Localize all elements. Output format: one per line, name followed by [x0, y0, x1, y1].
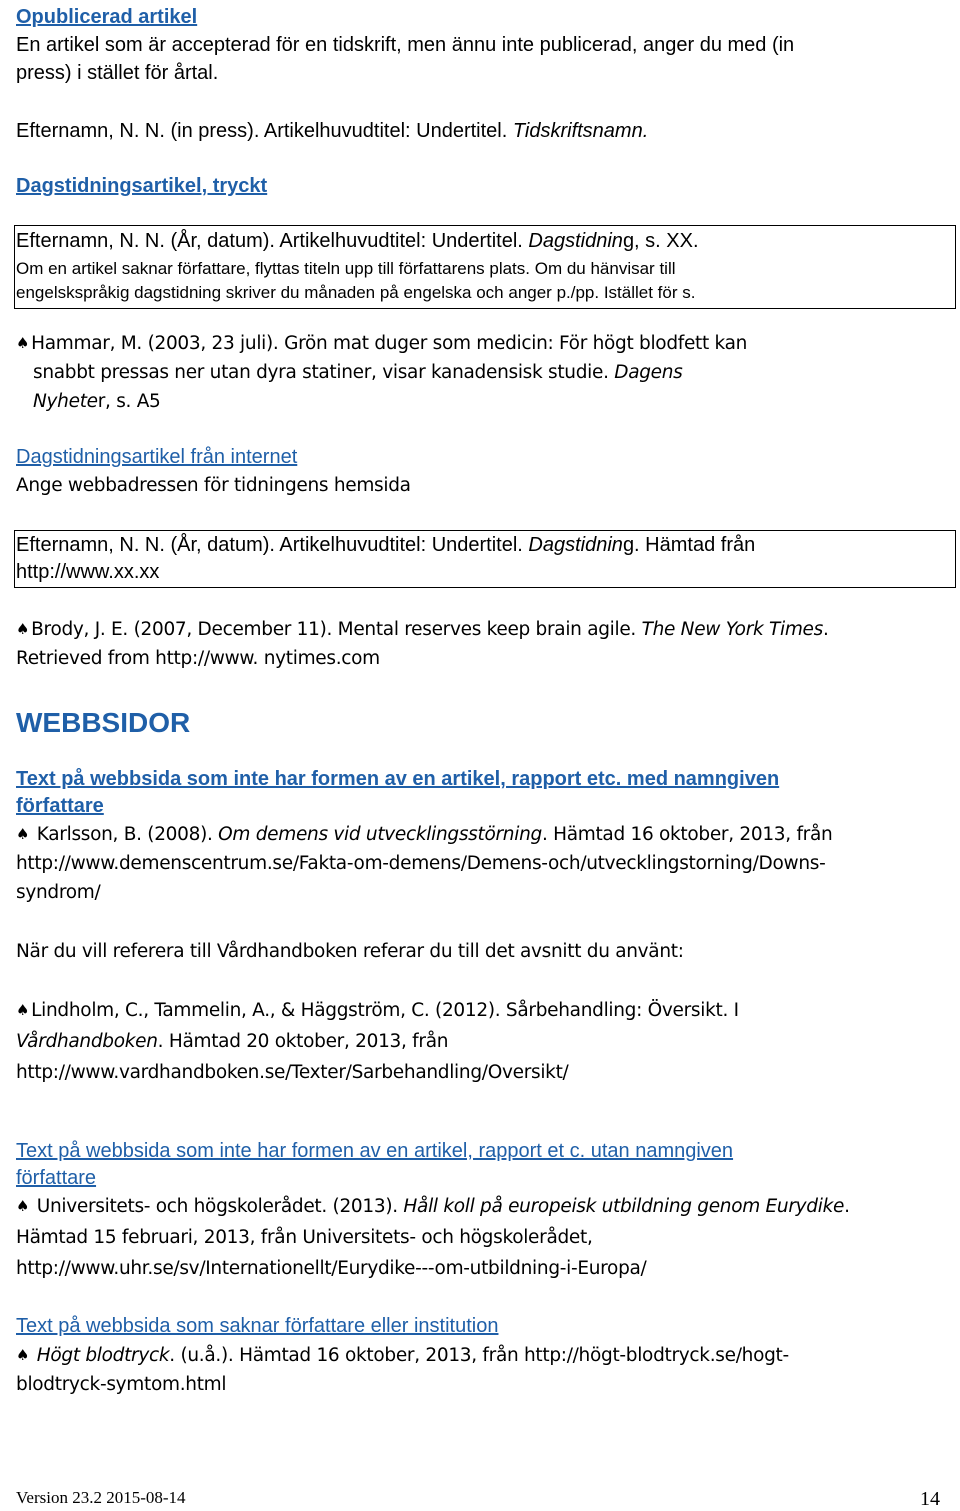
web-named-example-line1: [16, 824, 832, 845]
section-title-websites: WEBBSIDOR: [16, 707, 191, 738]
nw-ex-c: .: [822, 619, 829, 640]
web-named-example-line3: syndrom/: [16, 882, 101, 903]
web-no-author-example-line2: Hämtad 15 februari, 2013, från Universitets- och högskolerådet,: [16, 1227, 593, 1248]
np-ex-a: Hammar, M. (2003, 23 juli). Grön mat duger som medicin: För högt blodfett kan: [31, 333, 748, 354]
newspaper-print-note2: engelskspråkig dagstidning skriver du månaden på engelska och anger p./pp. Istället för s.: [16, 283, 696, 302]
unpublished-format: [16, 120, 648, 143]
vh-ex-a: Lindholm, C., Tammelin, A., & Häggström, C. (2012). Sårbehandling: Översikt. I: [31, 1000, 739, 1021]
heading-newspaper-print: Dagstidningsartikel, tryckt: [16, 175, 268, 197]
heading-web-named-author-line2: författare: [16, 795, 104, 817]
newspaper-print-format: [16, 230, 699, 253]
web-named-example-line2: http://www.demenscentrum.se/Fakta-om-demens/Demens-och/utvecklingstorning/Downs-: [16, 853, 826, 874]
spade-icon: ♠: [16, 1346, 30, 1364]
unpublished-format-journal: Tidskriftsnamn.: [512, 120, 649, 142]
vh-ex-b: Vårdhandboken: [16, 1031, 158, 1052]
wni-ex-b: . (u.å.). Hämtad 16 oktober, 2013, från http://högt-blodtryck.se/hogt-: [169, 1345, 789, 1366]
nw-format-paper: Dagstidnin: [528, 534, 623, 556]
newspaper-print-example-line3: [33, 391, 161, 412]
vardhandboken-note: När du vill referera till Vårdhandboken referar du till det avsnitt du använt:: [16, 941, 684, 962]
newspaper-web-format: [16, 534, 755, 557]
nw-ex-a: Brody, J. E. (2007, December 11). Mental reserves keep brain agile.: [31, 619, 642, 640]
vh-ex-c: . Hämtad 20 oktober, 2013, från: [157, 1031, 449, 1052]
wn-ex-b: Om demens vid utvecklingsstörning: [218, 824, 542, 845]
unpublished-line1: En artikel som är accepterad för en tidskrift, men ännu inte publicerad, anger du med (in: [16, 34, 795, 56]
wn-ex-a: Karlsson, B. (2008).: [36, 824, 219, 845]
newspaper-web-example-line1: [16, 619, 829, 640]
np-ex-b: snabbt pressas ner utan dyra statiner, visar kanadensisk studie.: [33, 362, 615, 383]
wna-ex-a: Universitets- och högskolerådet. (2013).: [31, 1196, 404, 1217]
heading-web-no-author-line1: Text på webbsida som inte har formen av en artikel, rapport et c. utan namngiven: [16, 1140, 734, 1162]
newspaper-print-example-line1: [16, 333, 747, 354]
nw-ex-b: The New York Times: [641, 619, 823, 640]
newspaper-web-example-line2: Retrieved from http://www. nytimes.com: [16, 648, 380, 669]
unpublished-format-plain: Efternamn, N. N. (in press). Artikelhuvudtitel: Undertitel.: [16, 120, 513, 142]
newspaper-web-format-url: http://www.xx.xx: [16, 561, 160, 583]
newspaper-print-note1: Om en artikel saknar författare, flyttas titeln upp till författarens plats. Om du hänvisar till: [16, 259, 676, 278]
wni-ex-a: Högt blodtryck: [36, 1345, 170, 1366]
web-no-author-example-line1: [16, 1196, 850, 1217]
wn-ex-c: . Hämtad 16 oktober, 2013, från: [541, 824, 833, 845]
spade-icon: ♠: [16, 620, 30, 638]
heading-newspaper-web: Dagstidningsartikel från internet: [16, 446, 298, 468]
web-no-institution-example-line1: [16, 1345, 789, 1366]
spade-icon: ♠: [16, 1001, 30, 1019]
spade-icon: ♠: [16, 825, 30, 843]
unpublished-line2: press) i stället för årtal.: [16, 62, 219, 84]
footer-version: Version 23.2 2015-08-14: [16, 1488, 186, 1507]
vardhandboken-example-line1: [16, 1000, 739, 1021]
spade-icon: ♠: [16, 1197, 30, 1215]
spade-icon: ♠: [16, 334, 30, 352]
np-ex-d: Nyhete: [33, 391, 98, 412]
newspaper-web-line1: Ange webbadressen för tidningens hemsida: [16, 475, 411, 496]
heading-web-no-author-line2: författare: [16, 1167, 97, 1189]
wna-ex-b: Håll koll på europeisk utbildning genom Eurydike: [403, 1196, 845, 1217]
heading-web-no-institution: Text på webbsida som saknar författare eller institution: [16, 1315, 499, 1337]
heading-web-named-author-line1: Text på webbsida som inte har formen av en artikel, rapport etc. med namngiven: [16, 768, 780, 790]
np-ex-e: r, s. A5: [97, 391, 161, 412]
np-format-page: g, s. XX.: [622, 230, 699, 252]
wna-ex-c: .: [844, 1196, 850, 1217]
np-ex-c: Dagens: [614, 362, 683, 383]
nw-format-fetched: g. Hämtad från: [622, 534, 756, 556]
np-format-paper: Dagstidnin: [528, 230, 623, 252]
nw-format-plain: Efternamn, N. N. (År, datum). Artikelhuvudtitel: Undertitel.: [16, 534, 529, 556]
web-no-institution-example-line2: blodtryck-symtom.html: [16, 1374, 227, 1395]
newspaper-print-example-line2: [33, 362, 683, 383]
page-number: 14: [920, 1488, 940, 1510]
np-format-plain: Efternamn, N. N. (År, datum). Artikelhuvudtitel: Undertitel.: [16, 230, 529, 252]
vardhandboken-example-line3: http://www.vardhandboken.se/Texter/Sarbehandling/Oversikt/: [16, 1062, 569, 1083]
heading-unpublished: Opublicerad artikel: [16, 6, 198, 28]
web-no-author-example-line3: http://www.uhr.se/sv/Internationellt/Eurydike---om-utbildning-i-Europa/: [16, 1258, 647, 1279]
vardhandboken-example-line2: [16, 1031, 448, 1052]
